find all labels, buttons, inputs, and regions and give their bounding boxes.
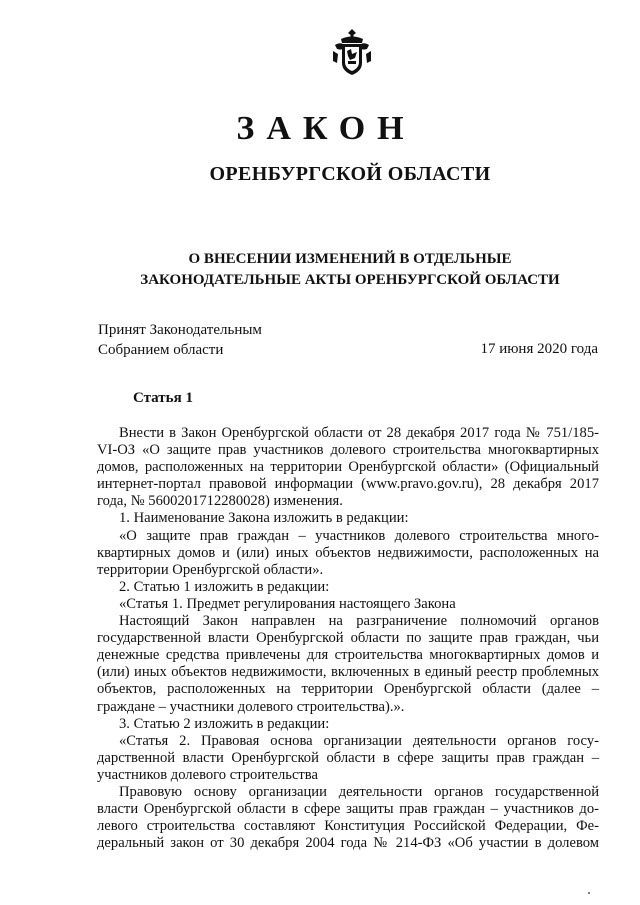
paragraph: 2. Статью 1 изложить в редакции: — [119, 578, 330, 595]
law-name-line: О ВНЕСЕНИИ ИЗМЕНЕНИЙ В ОТДЕЛЬНЫЕ — [188, 251, 512, 267]
law-name — [0, 249, 640, 291]
paragraph: Внести в Закон Оренбургской области от 28 декабря 2017 года № 751/185-VI-ОЗ «О защите прав участников долевого строительства многоквартирных домов, расположенных на территории Оренбургской области» (Официальный интернет-портал правовой информации (www.pravo.gov.ru), 28 декабря 2017 года, № 5600201712280028) изменения. — [97, 425, 599, 510]
law-name-line: ЗАКОНОДАТЕЛЬНЫЕ АКТЫ ОРЕНБУРГСКОЙ ОБЛАСТИ — [140, 272, 560, 288]
adoption-note — [98, 320, 262, 360]
adoption-line: Принят Законодательным — [98, 322, 262, 338]
article-body — [97, 425, 599, 852]
adoption-line: Собранием области — [98, 342, 224, 358]
adoption-date: 17 июня 2020 года — [480, 341, 598, 357]
paragraph: Правовую основу организации деятельности органов государственной власти Оренбургской области в сфере защиты прав граждан – участников долевого строительства составляют Конституция Российской Федерации, Федеральный закон от 30 декабря 2004 года № 214-ФЗ «Об участии в долевом — [97, 783, 599, 852]
paragraph: «Статья 1. Предмет регулирования настоящего Закона — [119, 595, 456, 612]
paragraph: 3. Статью 2 изложить в редакции: — [119, 715, 330, 732]
coat-of-arms-icon — [331, 27, 373, 77]
document-region: ОРЕНБУРГСКОЙ ОБЛАСТИ — [209, 163, 491, 185]
page-mark — [588, 892, 590, 894]
paragraph: «О защите прав граждан – участников долевого строительства многоквартирных домов и (или) иных объектов недвижимости, расположенных на территории Оренбургской области». — [97, 527, 599, 578]
document-title: ЗАКОН — [236, 110, 416, 147]
article-heading: Статья 1 — [133, 390, 193, 406]
paragraph: 1. Наименование Закона изложить в редакции: — [119, 510, 409, 527]
paragraph: Настоящий Закон направлен на разграничение полномочий органов государственной власти Оренбургской области по защите прав граждан, чьи денежные средства привлечены для строительства многоквартирных домов и (или) иных объектов недвижимости, включенных в единый реестр проблемных объектов, расположенных на территории Оренбургской области (далее – граждане – участники долевого строительства).». — [97, 613, 599, 715]
paragraph: «Статья 2. Правовая основа организации деятельности органов государственной власти Оренбургской области в сфере защиты прав граждан – участников долевого строительства — [97, 732, 599, 783]
